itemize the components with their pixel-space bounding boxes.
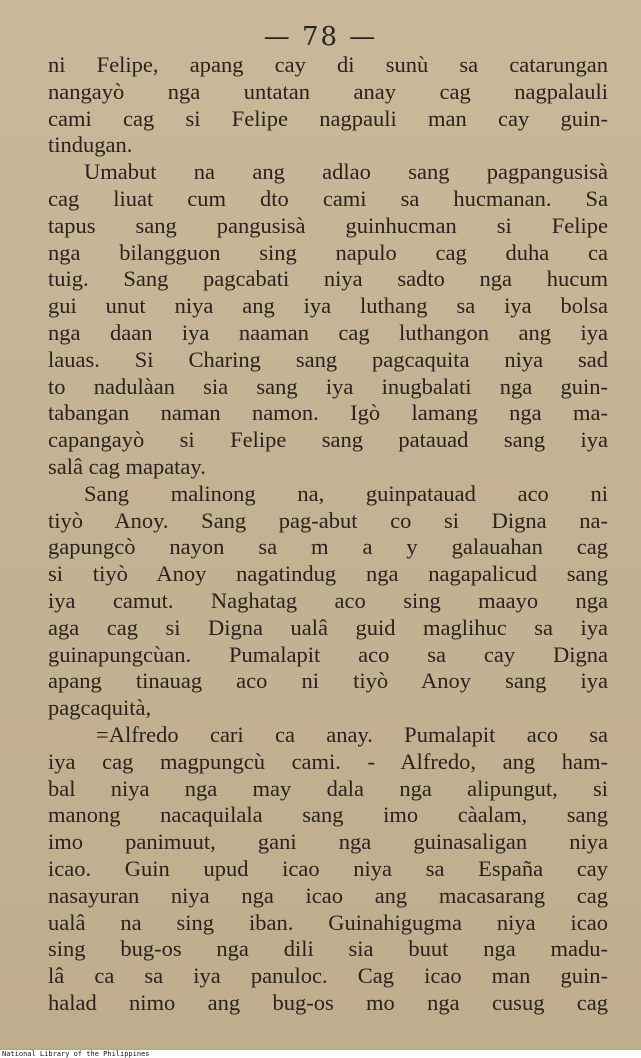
text-line: cami cag si Felipe nagpauli man cay guin- bbox=[48, 105, 608, 131]
page-number: — 78 — bbox=[263, 22, 378, 52]
text-line: nangayò nga untatan anay cag nagpalauli bbox=[48, 78, 608, 104]
text-line: salâ cag mapatay. bbox=[48, 453, 206, 479]
text-line: halad nimo ang bug-os mo nga cusug cag bbox=[48, 989, 608, 1015]
text-line: ni Felipe, apang cay di sunù sa catarungan bbox=[48, 52, 608, 77]
text-line: iya cag magpungcù cami. - Alfredo, ang ham- bbox=[48, 748, 608, 774]
text-line: aga cag si Digna ualâ guid maglihuc sa iya bbox=[48, 614, 608, 640]
text-line: gapungcò nayon sa m a y galauahan cag bbox=[48, 534, 608, 560]
page-body-text bbox=[48, 52, 608, 1017]
text-line: iya camut. Naghatag aco sing maayo nga bbox=[48, 587, 608, 613]
text-line: =Alfredo cari ca anay. Pumalapit aco sa bbox=[96, 721, 608, 747]
text-line: Sang malinong na, guinpatauad aco ni bbox=[84, 480, 608, 506]
text-line: si tiyò Anoy nagatindug nga nagapalicud sang bbox=[48, 561, 608, 587]
text-line: sing bug-os nga dili sia buut nga madu- bbox=[48, 936, 608, 962]
text-line: ualâ na sing iban. Guinahigugma niya icao bbox=[48, 909, 608, 935]
text-line: tiyò Anoy. Sang pag-abut co si Digna na- bbox=[48, 507, 608, 533]
text-line: gui unut niya ang iya luthang sa iya bolsa bbox=[48, 293, 608, 319]
text-line: Umabut na ang adlao sang pagpangusisà bbox=[84, 159, 608, 185]
text-line: tabangan naman namon. Igò lamang nga ma- bbox=[48, 400, 608, 426]
text-line: apang tinauag aco ni tiyò Anoy sang iya bbox=[48, 668, 608, 694]
text-line: tapus sang pangusisà guinhucman si Felipe bbox=[48, 212, 608, 238]
text-line: nasayuran niya nga icao ang macasarang cag bbox=[48, 882, 608, 908]
text-line: icao. Guin upud icao niya sa España cay bbox=[48, 855, 608, 881]
text-line: to nadulàan sia sang iya inugbalati nga guin- bbox=[48, 373, 608, 399]
text-line: cag liuat cum dto cami sa hucmanan. Sa bbox=[48, 185, 608, 211]
text-line: bal niya nga may dala nga alipungut, si bbox=[48, 775, 608, 801]
text-line: nga daan iya naaman cag luthangon ang iya bbox=[48, 319, 608, 345]
text-line: pagcaquità, bbox=[48, 695, 152, 721]
footer-credit: National Library of the Philippines bbox=[0, 1050, 641, 1058]
text-line: imo panimuut, gani nga guinasaligan niya bbox=[48, 829, 608, 855]
text-line: tuig. Sang pagcabati niya sadto nga hucum bbox=[48, 266, 608, 292]
text-line: guinapungcùan. Pumalapit aco sa cay Digna bbox=[48, 641, 608, 667]
text-line: tindugan. bbox=[48, 132, 133, 158]
text-line: nga bilangguon sing napulo cag duha ca bbox=[48, 239, 608, 265]
text-line: lauas. Si Charing sang pagcaquita niya sad bbox=[48, 346, 608, 372]
text-line: capangayò si Felipe sang patauad sang iya bbox=[48, 427, 608, 453]
text-line: lâ ca sa iya panuloc. Cag icao man guin- bbox=[48, 963, 608, 989]
text-line: manong nacaquilala sang imo càalam, sang bbox=[48, 802, 608, 828]
